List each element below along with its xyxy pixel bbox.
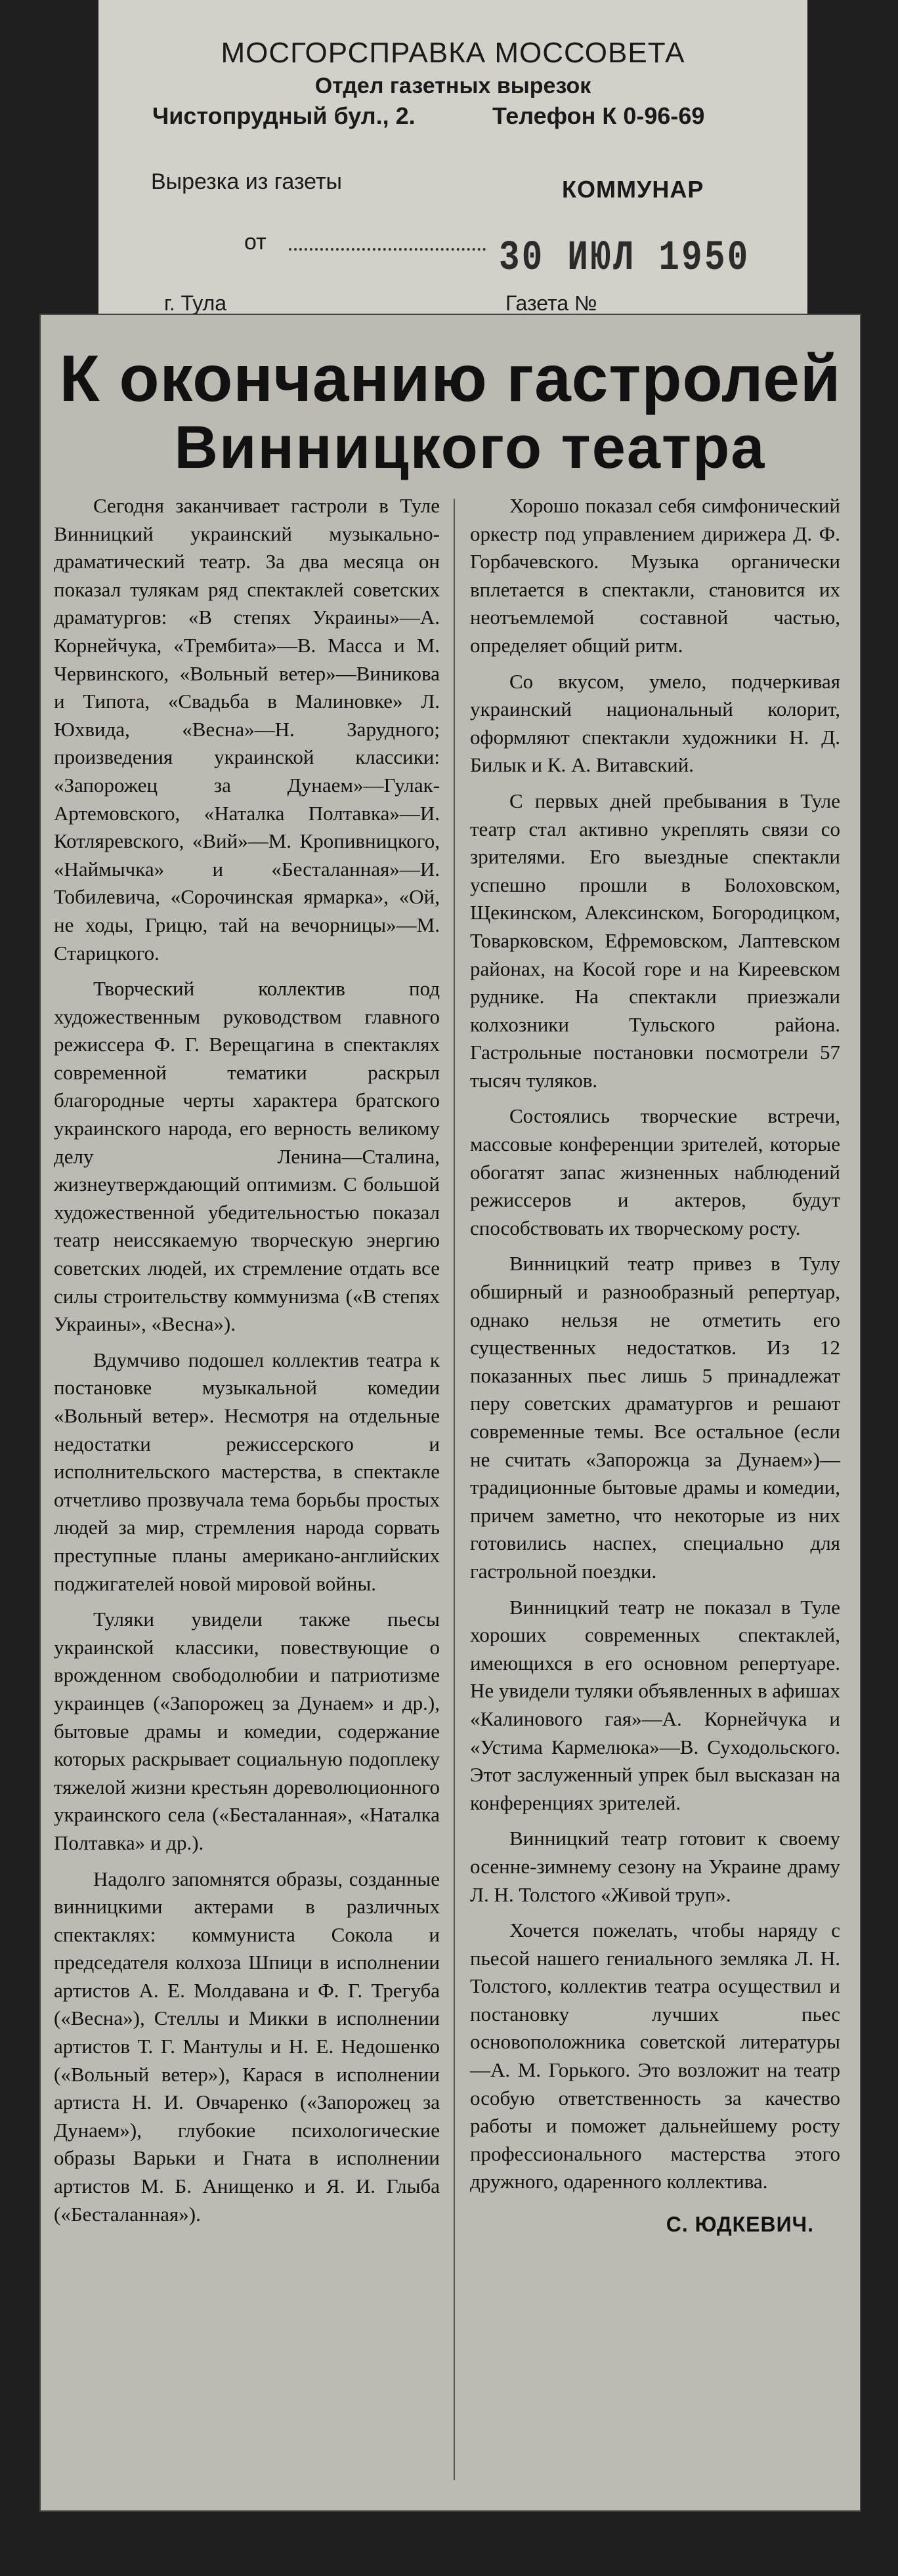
- paragraph: Вдумчиво подошел коллектив театра к постановке музыкальной комедии «Вольный ветер». Несмотря на отдельные недостатки режиссерского и исполнительского мастерства, в спектакле отчетливо прозвучала тема борьбы простых людей за мир, стремления народа сорвать преступные планы американо-английских поджигателей новой мировой войны.: [54, 1348, 440, 1595]
- paragraph: Винницкий театр привез в Тулу обширный и разнообразный репертуар, однако нельзя не отметить его существенных недостатков. Из 12 показанных пьес лишь 5 принадлежат перу советских драматургов и решают современные темы. Все остальное (если не считать «Запорожца за Дунаем»)—традиционные бытовые драмы и комедии, причем заметно, что некоторые из них готовились наспех, специально для гастрольной поездки.: [470, 1252, 840, 1583]
- clipping-service-slip: [98, 0, 807, 315]
- newspaper-clipping: [41, 315, 860, 2510]
- paragraph: Сегодня заканчивает гастроли в Туле Винницкий украинский музыкально-драматический театр. За два месяца он показал тулякам ряд спектаклей советских драматургов: «В степях Украины»—А. Корнейчука, «Трембита»—В. Масса и М. Червинского, «Вольный ветер»—Виникова и Типота, «Свадьба в Малиновке» Л. Юхвида, «Весна»—Н. Зарудного; произведения украинской классики: «Запорожец за Дунаем»—Гулак-Артемовского, «Наталка Полтавка»—И. Котляревского, «Вий»—М. Кропивницкого, «Наймычка» и «Бесталанная»—И. Тобилевича, «Сорочинская ярмарка», «Ой, не ходы, Грицю, тай на вечорницы»—М. Старицкого.: [54, 494, 440, 965]
- article-column-right: [470, 492, 840, 2239]
- article-column-left: [54, 492, 440, 2236]
- paragraph: С первых дней пребывания в Туле театр стал активно укреплять связи со зрителями. Его выездные спектакли успешно прошли в Болоховском, Щекинском, Алексинском, Богородицком, Товарковском, Ефремовском, Лаптевском районах, на Косой горе и на Киреевском руднике. На спектакли приезжали колхозники Тульского района. Гастрольные постановки посмотрели 57 тысяч туляков.: [470, 789, 840, 1092]
- date-prefix: от: [244, 230, 267, 255]
- paragraph: Надолго запомнятся образы, созданные винницкими актерами в различных спектаклях: коммуниста Сокола и председателя колхоза Шпици в исполнении артистов А. Е. Молдавана и Ф. Г. Трегуба («Весна»), Стеллы и Микки в исполнении артистов Т. Г. Мантулы и Н. Е. Недошенко («Вольный ветер»), Карася в исполнении артиста Н. И. Овчаренко («Запорожец за Дунаем»), глубокие психологические образы Варьки и Гната в исполнении артистов М. Б. Анищенко и Я. И. Глыба («Бесталанная»).: [54, 1867, 440, 2226]
- paragraph: Хорошо показал себя симфонический оркестр под управлением дирижера Д. Ф. Горбачевского. Музыка органически вплетается в спектакли, становится их неотъемлемой составной частью, определяет общий ритм.: [470, 494, 840, 657]
- newspaper-name: КОММУНАР: [562, 176, 704, 203]
- author-signature: С. ЮДКЕВИЧ.: [666, 2212, 814, 2237]
- department-name: Отдел газетных вырезок: [314, 73, 591, 98]
- city-label: г. Тула: [164, 291, 227, 315]
- paragraph: Хочется пожелать, чтобы наряду с пьесой нашего гениального земляка Л. Н. Толстого, коллектив театра осуществил и постановку лучших пьес основоположника советской литературы—А. М. Горького. Это возложит на театр особую ответственность за качество работы и поможет дальнейшему росту профессионального мастерства этого дружного, одаренного коллектива.: [470, 1919, 840, 2193]
- paragraph: Со вкусом, умело, подчеркивая украинский национальный колорит, оформляют спектакли художники Н. Д. Билык и К. А. Витавский.: [470, 669, 840, 777]
- agency-name: МОСГОРСПРАВКА МОССОВЕТА: [221, 37, 685, 69]
- clipping-from-label: Вырезка из газеты: [151, 169, 342, 194]
- agency-address: Чистопрудный бул., 2.: [152, 102, 416, 129]
- agency-phone: Телефон К 0-96-69: [492, 102, 705, 129]
- gazeta-number-label: Газета №: [505, 291, 597, 315]
- headline-line-1: К окончанию гастролей: [59, 342, 842, 415]
- paragraph: Туляки увидели также пьесы украинской классики, повествующие о врожденном свободолюбии и патриотизме украинцев («Запорожец за Дунаем» и др.), бытовые драмы и комедии, содержание которых раскрывает социальную подоплеку тяжелой жизни крестьян дореволюционного украинского села («Бесталанная», «Наталка Полтавка» и др.).: [54, 1608, 440, 1854]
- headline-line-2: Винницкого театра: [174, 414, 766, 481]
- paragraph: Состоялись творческие встречи, массовые конференции зрителей, которые обогатят запас жизненных наблюдений режиссеров и актеров, будут способствовать их творческому росту.: [470, 1104, 840, 1239]
- paragraph: Винницкий театр готовит к своему осенне-зимнему сезону на Украине драму Л. Н. Толстого «Живой труп».: [470, 1827, 840, 1906]
- date-stamp: 30 ИЮЛ 1950: [499, 235, 750, 282]
- date-dotted-line: [289, 234, 486, 251]
- paragraph: Творческий коллектив под художественным руководством главного режиссера Ф. Г. Верещагина в спектаклях современной тематики раскрыл благородные черты характера братского украинского народа, его верность великому делу Ленина—Сталина, жизнеутверждающий оптимизм. С большой художественной убедительностью показал театр неиссякаемую творческую энергию советских людей, их стремление отдать все силы строительству коммунизма («В степях Украины», «Весна»).: [54, 977, 440, 1336]
- paragraph: Винницкий театр не показал в Туле хороших современных спектаклей, имеющихся в его основном репертуаре. Не увидели туляки объявленных в афишах «Калинового гая»—А. Корнейчука и «Устима Кармелюка»—В. Суходольского. Этот заслуженный упрек был высказан на конференциях зрителей.: [470, 1595, 840, 1814]
- column-divider: [454, 499, 455, 2480]
